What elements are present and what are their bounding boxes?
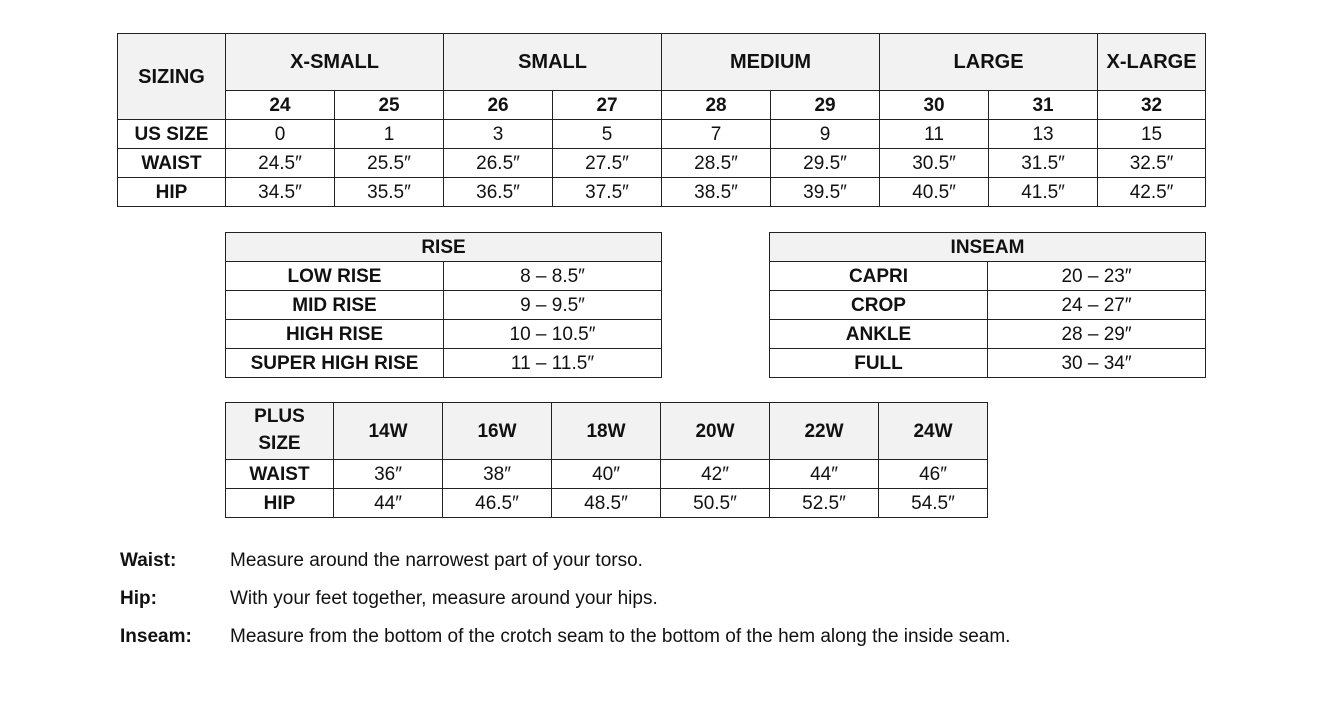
rise-table [225,232,662,378]
inseam-label: ANKLE [770,320,988,349]
table-cell: 42.5″ [1098,178,1206,207]
table-row [770,320,1206,349]
size-cell: 29 [771,91,880,120]
row-label-waist: WAIST [118,149,226,178]
table-cell: 30.5″ [880,149,989,178]
table-cell: 27.5″ [553,149,662,178]
size-cell: 28 [662,91,771,120]
inseam-value: 28 – 29″ [988,320,1206,349]
table-cell: 0 [226,120,335,149]
table-cell: 3 [444,120,553,149]
table-cell: 54.5″ [879,489,988,518]
table-cell: 28.5″ [662,149,771,178]
rise-value: 10 – 10.5″ [444,320,662,349]
table-cell: 5 [553,120,662,149]
size-cell: 25 [335,91,444,120]
size-cell: 27 [553,91,662,120]
inseam-value: 24 – 27″ [988,291,1206,320]
plus-size-cell: 20W [661,403,770,460]
note-label: Hip: [120,588,157,609]
table-row [770,349,1206,378]
measurement-notes [120,542,1010,656]
rise-value: 9 – 9.5″ [444,291,662,320]
plus-size-header-line1: PLUS [254,406,305,428]
table-cell: 31.5″ [989,149,1098,178]
table-cell: 38.5″ [662,178,771,207]
note-inseam [120,618,1010,656]
inseam-value: 20 – 23″ [988,262,1206,291]
inseam-label: CROP [770,291,988,320]
plus-row-label-hip: HIP [226,489,334,518]
rise-title: RISE [226,233,662,262]
table-row [226,349,662,378]
plus-size-cell: 16W [443,403,552,460]
size-cell: 32 [1098,91,1206,120]
plus-size-header-line2: SIZE [258,433,301,454]
row-label-hip: HIP [118,178,226,207]
group-large: LARGE [880,34,1098,91]
table-cell: 32.5″ [1098,149,1206,178]
size-cell: 24 [226,91,335,120]
size-cell: 30 [880,91,989,120]
table-cell: 35.5″ [335,178,444,207]
rise-label: LOW RISE [226,262,444,291]
inseam-title: INSEAM [770,233,1206,262]
group-medium: MEDIUM [662,34,880,91]
rise-label: HIGH RISE [226,320,444,349]
rise-label: SUPER HIGH RISE [226,349,444,378]
table-cell: 39.5″ [771,178,880,207]
table-row [118,149,1206,178]
row-label-us-size: US SIZE [118,120,226,149]
size-cell: 26 [444,91,553,120]
table-cell: 52.5″ [770,489,879,518]
inseam-label: FULL [770,349,988,378]
table-cell: 1 [335,120,444,149]
plus-size-cell: 24W [879,403,988,460]
inseam-label: CAPRI [770,262,988,291]
table-cell: 40.5″ [880,178,989,207]
note-text: Measure from the bottom of the crotch seam to the bottom of the hem along the inside seam. [230,626,1011,647]
table-cell: 41.5″ [989,178,1098,207]
table-row [770,291,1206,320]
plus-size-header [226,403,334,460]
table-cell: 15 [1098,120,1206,149]
plus-size-cell: 22W [770,403,879,460]
table-cell: 46.5″ [443,489,552,518]
table-cell: 40″ [552,460,661,489]
inseam-value: 30 – 34″ [988,349,1206,378]
size-cell: 31 [989,91,1098,120]
table-row [226,262,662,291]
plus-size-cell: 14W [334,403,443,460]
sizing-header-cell: SIZING [118,34,226,120]
table-cell: 42″ [661,460,770,489]
table-row [226,489,988,518]
inseam-table [769,232,1206,378]
table-row [770,262,1206,291]
table-row [226,320,662,349]
table-cell: 50.5″ [661,489,770,518]
table-cell: 37.5″ [553,178,662,207]
plus-size-table [225,402,988,518]
table-cell: 46″ [879,460,988,489]
table-row [226,460,988,489]
table-cell: 44″ [770,460,879,489]
rise-label: MID RISE [226,291,444,320]
table-cell: 9 [771,120,880,149]
table-cell: 25.5″ [335,149,444,178]
rise-value: 8 – 8.5″ [444,262,662,291]
table-row [118,178,1206,207]
table-cell: 24.5″ [226,149,335,178]
table-cell: 26.5″ [444,149,553,178]
table-cell: 11 [880,120,989,149]
note-label: Inseam: [120,626,192,647]
table-cell: 44″ [334,489,443,518]
table-cell: 34.5″ [226,178,335,207]
table-cell: 38″ [443,460,552,489]
note-hip [120,580,1010,618]
note-text: Measure around the narrowest part of your torso. [230,550,643,571]
group-small: SMALL [444,34,662,91]
note-text: With your feet together, measure around your hips. [230,588,658,609]
table-row [226,291,662,320]
table-cell: 7 [662,120,771,149]
table-cell: 36″ [334,460,443,489]
note-waist [120,542,1010,580]
table-cell: 13 [989,120,1098,149]
sizing-table [117,33,1206,207]
plus-size-cell: 18W [552,403,661,460]
table-row [118,120,1206,149]
rise-value: 11 – 11.5″ [444,349,662,378]
table-cell: 48.5″ [552,489,661,518]
table-cell: 29.5″ [771,149,880,178]
note-label: Waist: [120,550,177,571]
group-x-small: X-SMALL [226,34,444,91]
group-x-large: X-LARGE [1098,34,1206,91]
table-cell: 36.5″ [444,178,553,207]
plus-row-label-waist: WAIST [226,460,334,489]
